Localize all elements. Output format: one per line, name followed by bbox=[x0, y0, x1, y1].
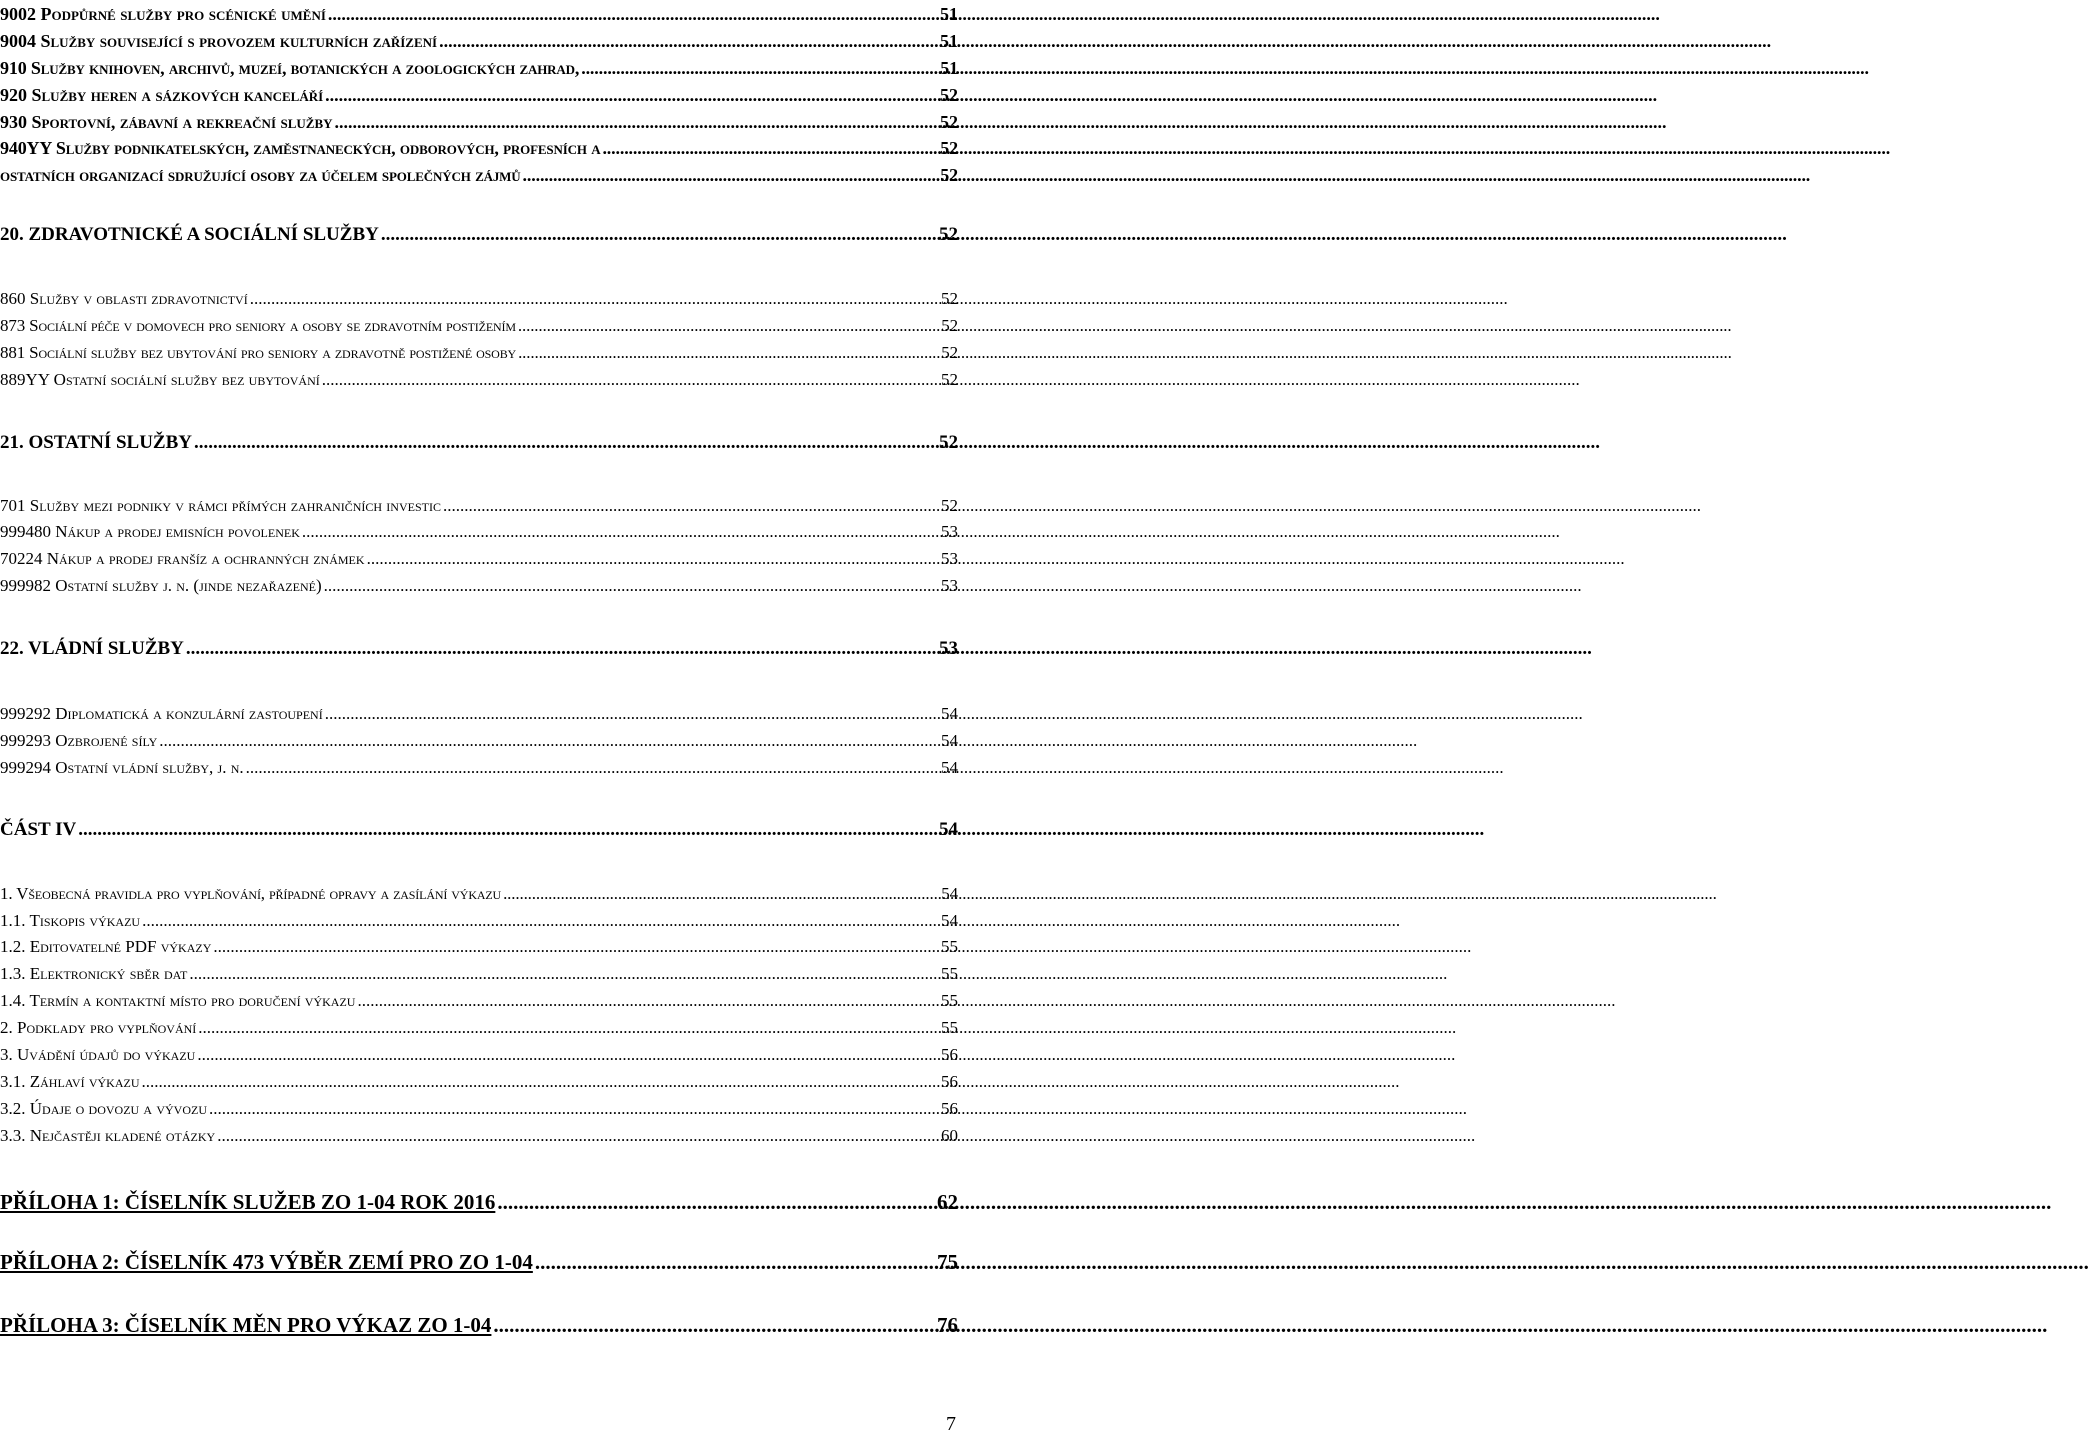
toc-entry[interactable] bbox=[0, 1072, 958, 1094]
dot-leader bbox=[381, 224, 937, 246]
toc-entry-label: 999480 Nákup a prodej emisních povolenek bbox=[0, 522, 300, 541]
toc-entry-page: 53 bbox=[939, 638, 958, 659]
toc-entry-label: 873 Sociální péče v domovech pro seniory a osoby se zdravotním postižením bbox=[0, 316, 516, 335]
dot-leader bbox=[325, 85, 938, 106]
toc-entry-page: 54 bbox=[941, 758, 958, 777]
dot-leader bbox=[194, 432, 937, 454]
toc-entry[interactable] bbox=[0, 1313, 958, 1335]
toc-entry-label: 999982 Ostatní služby j. n. (jinde nezařazené) bbox=[0, 576, 322, 595]
toc-entry[interactable] bbox=[0, 112, 958, 134]
toc-entry-label: 889YY Ostatní sociální služby bez ubytování bbox=[0, 370, 320, 389]
dot-leader bbox=[443, 496, 939, 516]
dot-leader bbox=[602, 138, 938, 159]
dot-leader bbox=[518, 343, 939, 363]
toc-entry-label: 999292 Diplomatická a konzulární zastoupení bbox=[0, 704, 323, 723]
toc-entry[interactable] bbox=[0, 964, 958, 986]
toc-entry-page: 60 bbox=[941, 1126, 958, 1145]
toc-entry[interactable] bbox=[0, 576, 958, 598]
toc-entry[interactable] bbox=[0, 522, 958, 544]
dot-leader bbox=[142, 1072, 940, 1092]
toc-entry-label: PŘÍLOHA 1: ČÍSELNÍK SLUŽEB ZO 1-04 ROK 2016 bbox=[0, 1190, 496, 1214]
toc-entry[interactable] bbox=[0, 31, 958, 53]
toc-entry-page: 53 bbox=[941, 549, 958, 568]
toc-entry[interactable] bbox=[0, 758, 958, 780]
dot-leader bbox=[335, 112, 938, 133]
toc-entry[interactable] bbox=[0, 819, 958, 841]
toc-entry-label: 1.3. Elektronický sběr dat bbox=[0, 964, 188, 983]
toc-entry-page: 52 bbox=[940, 112, 958, 132]
toc-entry-page: 52 bbox=[940, 138, 958, 158]
toc-entry-page: 54 bbox=[941, 704, 958, 723]
dot-leader bbox=[217, 1126, 939, 1146]
dot-leader bbox=[198, 1018, 939, 1038]
toc-entry[interactable] bbox=[0, 884, 958, 906]
dot-leader bbox=[197, 1045, 939, 1065]
toc-entry-label: 21. OSTATNÍ SLUŽBY bbox=[0, 432, 192, 453]
toc-entry-page: 75 bbox=[937, 1250, 958, 1274]
dot-leader bbox=[209, 1099, 939, 1119]
toc-entry[interactable] bbox=[0, 1126, 958, 1148]
dot-leader bbox=[497, 1190, 935, 1215]
toc-entry-label: PŘÍLOHA 3: ČÍSELNÍK MĚN PRO VÝKAZ ZO 1-04 bbox=[0, 1313, 492, 1337]
toc-entry-label: 910 Služby knihoven, archivů, muzeí, botanických a zoologických zahrad, bbox=[0, 58, 580, 78]
dot-leader bbox=[250, 289, 939, 309]
toc-entry-page: 52 bbox=[941, 343, 958, 362]
dot-leader bbox=[142, 911, 939, 931]
dot-leader bbox=[302, 522, 939, 542]
toc-entry-label: 1. Všeobecná pravidla pro vyplňování, případné opravy a zasílání výkazu bbox=[0, 884, 502, 903]
toc-entry[interactable] bbox=[0, 165, 958, 187]
toc-entry-label: 9004 Služby související s provozem kulturních zařízení bbox=[0, 31, 438, 51]
dot-leader bbox=[189, 964, 939, 984]
dot-leader bbox=[493, 1313, 935, 1338]
dot-leader bbox=[213, 937, 939, 957]
dot-leader bbox=[322, 370, 939, 390]
toc-entry-page: 52 bbox=[941, 370, 958, 389]
toc-entry[interactable] bbox=[0, 638, 958, 660]
toc-entry[interactable] bbox=[0, 432, 958, 454]
toc-entry-label: 930 Sportovní, zábavní a rekreační služby bbox=[0, 112, 333, 132]
toc-entry[interactable] bbox=[0, 731, 958, 753]
toc-entry-page: 52 bbox=[941, 496, 958, 515]
dot-leader bbox=[518, 316, 939, 336]
dot-leader bbox=[523, 165, 939, 186]
dot-leader bbox=[439, 31, 938, 52]
dot-leader bbox=[186, 638, 937, 660]
toc-entry-label: 999293 Ozbrojené síly bbox=[0, 731, 158, 750]
toc-entry-label: 3.2. Údaje o dovozu a vývozu bbox=[0, 1099, 208, 1118]
toc-entry-label: 940YY Služby podnikatelských, zaměstnaneckých, odborových, profesních a bbox=[0, 138, 601, 158]
toc-entry-label: PŘÍLOHA 2: ČÍSELNÍK 473 VÝBĚR ZEMÍ PRO ZO 1-04 bbox=[0, 1250, 533, 1274]
toc-entry[interactable] bbox=[0, 496, 958, 518]
toc-entry[interactable] bbox=[0, 991, 958, 1013]
toc-entry-label: ostatních organizací sdružující osoby za účelem společných zájmů bbox=[0, 165, 521, 185]
toc-entry-page: 52 bbox=[941, 289, 958, 308]
toc-entry-page: 55 bbox=[941, 991, 958, 1010]
toc-entry-page: 56 bbox=[941, 1072, 958, 1091]
toc-entry-label: 20. ZDRAVOTNICKÉ A SOCIÁLNÍ SLUŽBY bbox=[0, 224, 379, 245]
dot-leader bbox=[246, 758, 939, 778]
toc-entry[interactable] bbox=[0, 1018, 958, 1040]
toc-entry[interactable] bbox=[0, 1045, 958, 1067]
toc-entry-label: ČÁST IV bbox=[0, 819, 77, 840]
toc-entry[interactable] bbox=[0, 937, 958, 959]
toc-entry-page: 55 bbox=[941, 964, 958, 983]
toc-entry[interactable] bbox=[0, 343, 958, 365]
toc-entry-label: 3.3. Nejčastěji kladené otázky bbox=[0, 1126, 216, 1145]
toc-entry-label: 3.1. Záhlaví výkazu bbox=[0, 1072, 140, 1091]
dot-leader bbox=[503, 884, 939, 904]
toc-entry-label: 70224 Nákup a prodej franšíz a ochranných známek bbox=[0, 549, 365, 568]
toc-entry-page: 53 bbox=[941, 576, 958, 595]
dot-leader bbox=[581, 58, 938, 79]
toc-entry-page: 62 bbox=[937, 1190, 958, 1214]
toc-entry[interactable] bbox=[0, 911, 958, 933]
dot-leader bbox=[328, 4, 938, 25]
toc-entry-page: 51 bbox=[940, 58, 958, 78]
toc-entry-page: 54 bbox=[941, 884, 958, 903]
toc-entry-label: 22. VLÁDNÍ SLUŽBY bbox=[0, 638, 184, 659]
dot-leader bbox=[78, 819, 937, 841]
toc-entry-page: 56 bbox=[941, 1099, 958, 1118]
toc-entry-page: 54 bbox=[941, 731, 958, 750]
toc-entry-label: 3. Uvádění údajů do výkazu bbox=[0, 1045, 196, 1064]
toc-entry-label: 920 Služby heren a sázkových kanceláří bbox=[0, 85, 324, 105]
toc-entry-label: 999294 Ostatní vládní služby, j. n. bbox=[0, 758, 244, 777]
toc-entry-page: 51 bbox=[940, 31, 958, 51]
toc-entry[interactable] bbox=[0, 704, 958, 726]
toc-entry[interactable] bbox=[0, 4, 958, 26]
page-number: 7 bbox=[946, 1413, 956, 1435]
toc-entry-label: 9002 Podpůrné služby pro scénické umění bbox=[0, 4, 326, 24]
toc-entry-page: 53 bbox=[941, 522, 958, 541]
toc-entry[interactable] bbox=[0, 58, 958, 80]
toc-entry[interactable] bbox=[0, 1190, 958, 1212]
toc-entry[interactable] bbox=[0, 85, 958, 107]
toc-entry-page: 55 bbox=[941, 1018, 958, 1037]
toc-entry-page: 52 bbox=[939, 224, 958, 245]
dot-leader bbox=[159, 731, 939, 751]
toc-entry-label: 1.4. Termín a kontaktní místo pro doručení výkazu bbox=[0, 991, 356, 1010]
toc-entry-page: 76 bbox=[937, 1313, 958, 1337]
toc-entry[interactable] bbox=[0, 549, 958, 571]
toc-entry[interactable] bbox=[0, 370, 958, 392]
toc-entry[interactable] bbox=[0, 1250, 958, 1272]
dot-leader bbox=[357, 991, 939, 1011]
dot-leader bbox=[325, 704, 939, 724]
toc-entry-page: 54 bbox=[939, 819, 958, 840]
toc-entry-page: 55 bbox=[941, 937, 958, 956]
toc-entry-label: 860 Služby v oblasti zdravotnictví bbox=[0, 289, 248, 308]
toc-entry[interactable] bbox=[0, 138, 958, 160]
toc-entry-label: 881 Sociální služby bez ubytování pro seniory a zdravotně postižené osoby bbox=[0, 343, 517, 362]
dot-leader bbox=[324, 576, 939, 596]
toc-entry-label: 1.1. Tiskopis výkazu bbox=[0, 911, 141, 930]
toc-entry-page: 52 bbox=[941, 316, 958, 335]
dot-leader bbox=[535, 1250, 935, 1275]
toc-entry-page: 56 bbox=[941, 1045, 958, 1064]
toc-entry-label: 1.2. Editovatelné PDF výkazy bbox=[0, 937, 212, 956]
toc-entry-label: 2. Podklady pro vyplňování bbox=[0, 1018, 197, 1037]
toc-entry-page: 54 bbox=[941, 911, 958, 930]
toc-entry-page: 52 bbox=[940, 85, 958, 105]
toc-entry[interactable] bbox=[0, 224, 958, 246]
toc-entry[interactable] bbox=[0, 1099, 958, 1121]
toc-entry-label: 701 Služby mezi podniky v rámci přímých zahraničních investic bbox=[0, 496, 441, 515]
toc-entry[interactable] bbox=[0, 289, 958, 311]
toc-entry-page: 51 bbox=[940, 4, 958, 24]
toc-entry[interactable] bbox=[0, 316, 958, 338]
toc-entry-page: 52 bbox=[939, 432, 958, 453]
toc-entry-page: 52 bbox=[940, 165, 958, 185]
dot-leader bbox=[367, 549, 939, 569]
